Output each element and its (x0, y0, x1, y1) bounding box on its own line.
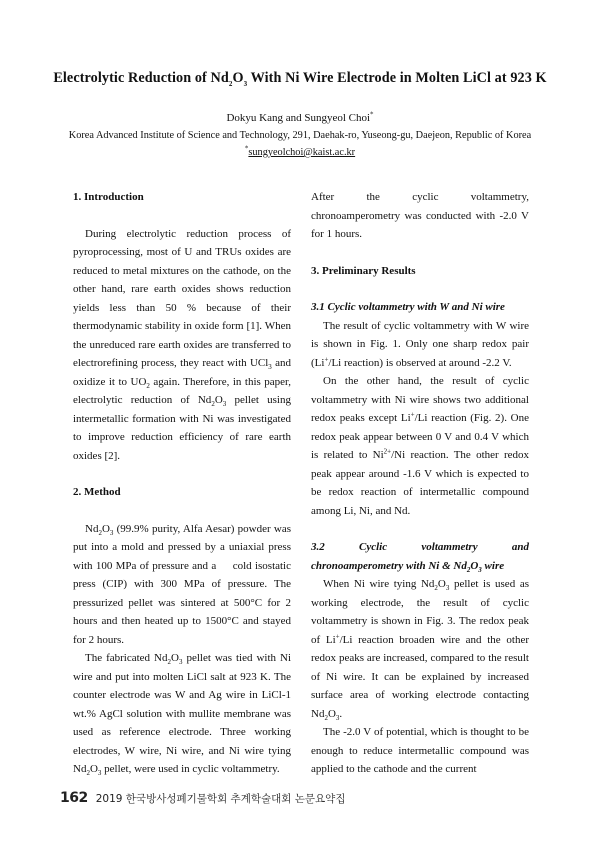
section-title-method: 2. Method (73, 486, 121, 498)
proceedings-title: 2019 한국방사성폐기물학회 추계학술대회 논문요약집 (95, 793, 346, 805)
paper-title: Electrolytic Reduction of $Nd_2O_3$ With Ni Wire Electrode in Molten LiCl at 923 K (53, 70, 547, 88)
affiliation: Korea Advanced Institute of Science and Technology, 291, Daehak-ro, Yuseong-gu, Daejeon, Republic of Korea (68, 130, 532, 141)
results-3-1-paragraph-2: On the other hand, the result of cyclic voltammetry with Ni wire shows two additional redox peaks except Li+/Li reaction (Fig. 2). One redox peak appear between 0 V and 0.4 V which is related to $Ni^{2+}/Ni$ reaction. The other redox peak appear around -1.6 V which is expected to be redox reaction of intermetallic compound among Li, Ni, and Nd. (311, 375, 529, 517)
right-column (311, 188, 529, 779)
page-number: 162 (60, 790, 88, 806)
results-3-2-paragraph-1: When Ni wire tying $Nd_2O_3$ pellet is used as working electrode, the result of cyclic voltammetry is shown in Fig. 3. The redox peak of Li+/Li reaction broaden wire and the other redox peaks are increased, compared to the result of Ni wire. It can be explained by increased surface area of working electrode contacting $Nd_2O_3$. (311, 578, 529, 722)
method-paragraph-1: $Nd_2O_3$ (99.9% purity, Alfa Aesar) powder was put into a mold and pressed by a uniaxial press with 100 MPa of pressure and a cold isostatic press (CIP) with 300 MPa of pressure. The pressurized pellet was sintered at 500°C for 2 hours and then heated up to 1500°C and stayed for 2 hours. (73, 522, 291, 646)
authors: Dokyu Kang and Sungyeol Choi* (226, 110, 374, 124)
left-column (73, 188, 291, 779)
introduction-paragraph: During electrolytic reduction process of pyroprocessing, most of U and TRUs oxides are reduced to metal mixtures on the cathode, on the other hand, rare earth oxides shows reduction yields less than 50 % because of their thermodynamic stability in oxide form [1]. When the unreduced rare earth oxides are transferred to electrorefining process, they react with UCl$_3$ and oxidize it to $UO_2$ again. Therefore, in this paper, electrolytic reduction of $Nd_2O_3$ pellet using intermetallic formation with Ni was investigated to improve reduction efficiency of rare earth oxides [2]. (73, 227, 292, 462)
method-paragraph-3: After the cyclic voltammetry, chronoamperometry was conducted with -2.0 V for 1 hours. (311, 191, 529, 240)
subsection-title-3-2: 3.2 Cyclic voltammetry and chronoamperometry with Ni & $Nd_2O_3$ wire (311, 541, 529, 574)
page-footer (60, 790, 345, 806)
section-title-results: 3. Preliminary Results (311, 264, 416, 277)
section-title-introduction: 1. Introduction (73, 191, 144, 203)
subsection-title-3-1: 3.1 Cyclic voltammetry with W and Ni wire (311, 301, 505, 313)
results-3-2-paragraph-2: The -2.0 V of potential, which is thought to be enough to reduce intermetallic compound was applied to the cathode and the current (311, 726, 529, 775)
method-paragraph-2: The fabricated $Nd_2O_3$ pellet was tied with Ni wire and put into molten LiCl salt at 923 K. The counter electrode was W and Ag wire in LiCl-1 wt.% AgCl solution with mullite membrane was used as reference electrode. Three working electrodes, W wire, Ni wire, and Ni wire tying $Nd_2O_3$ pellet, were used in cyclic voltammetry. (73, 652, 291, 778)
results-3-1-paragraph-1: The result of cyclic voltammetry with W wire is shown in Fig. 1. Only one sharp redox pair (Li+/Li reaction) is observed at around -2.2 V. (311, 319, 529, 369)
corresponding-email[interactable]: *sungyeolchoi@kaist.ac.kr (244, 144, 356, 158)
